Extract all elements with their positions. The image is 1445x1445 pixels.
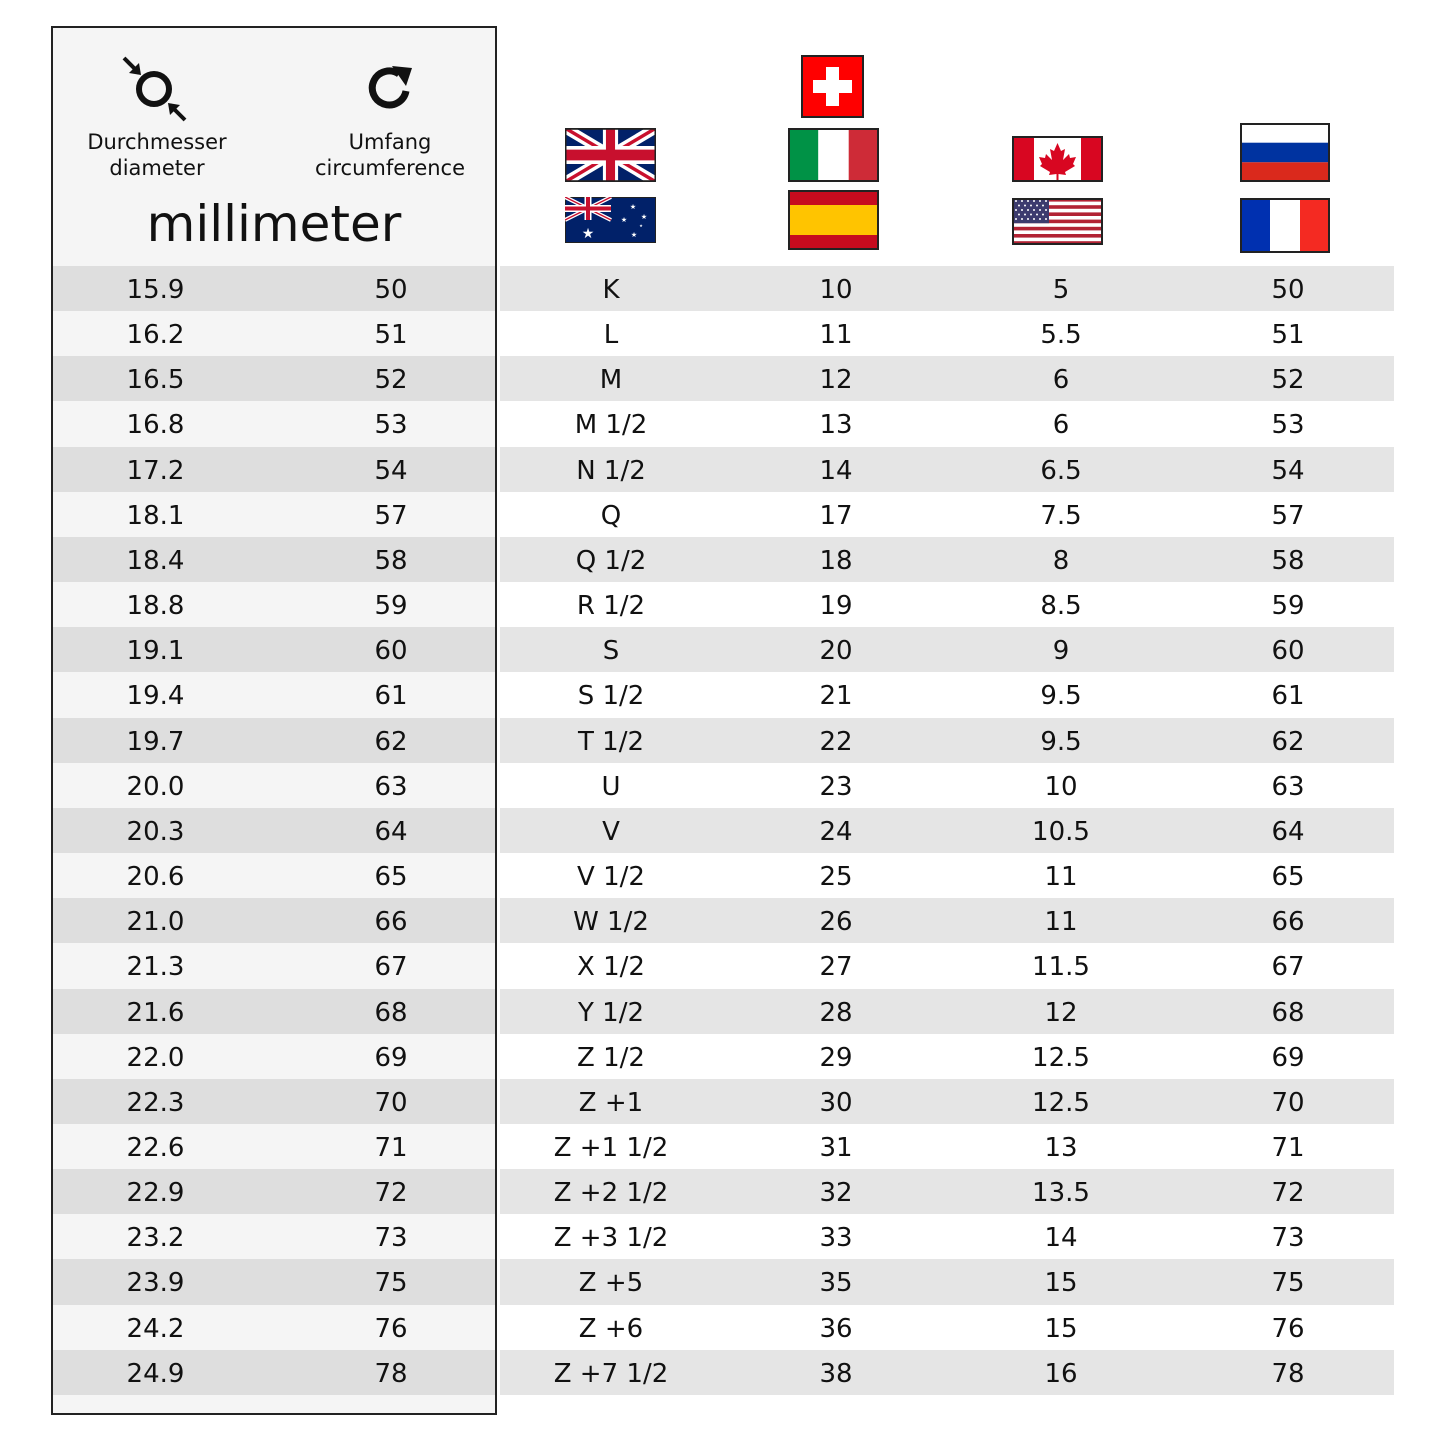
circumference-cell: 73 (374, 1223, 408, 1254)
diameter-cell: 20.3 (126, 816, 185, 847)
diameter-cell: 17.2 (126, 455, 185, 486)
ca-us-size-cell: 12 (1044, 997, 1078, 1028)
circumference-cell: 60 (374, 636, 408, 667)
circumference-cell: 53 (374, 410, 408, 441)
size-table (53, 266, 1394, 1395)
ch-it-es-size-cell: 29 (819, 1042, 853, 1073)
ru-fr-size-cell: 66 (1271, 907, 1305, 938)
circumference-label-de: Umfang (348, 130, 432, 154)
ca-us-size-cell: 10 (1044, 771, 1078, 802)
diameter-cell: 18.8 (126, 591, 185, 622)
ca-us-size-cell: 14 (1044, 1223, 1078, 1254)
ru-fr-size-cell: 75 (1271, 1268, 1305, 1299)
ch-it-es-size-cell: 27 (819, 952, 853, 983)
table-row (53, 1259, 1394, 1304)
ch-it-es-size-cell: 12 (819, 365, 853, 396)
ru-fr-size-cell: 53 (1271, 410, 1305, 441)
uk-au-size-cell: Z +2 1/2 (553, 1178, 669, 1209)
table-row (53, 356, 1394, 401)
table-row (53, 1350, 1394, 1395)
uk-au-size-cell: Y 1/2 (578, 997, 644, 1028)
diameter-cell: 16.8 (126, 410, 185, 441)
ca-us-size-cell: 8.5 (1040, 591, 1082, 622)
ch-it-es-size-cell: 24 (819, 816, 853, 847)
ru-fr-size-cell: 73 (1271, 1223, 1305, 1254)
ru-fr-size-cell: 61 (1271, 681, 1305, 712)
ca-us-size-cell: 6 (1052, 410, 1070, 441)
ru-fr-size-cell: 64 (1271, 816, 1305, 847)
table-row (53, 943, 1394, 988)
diameter-label-de: Durchmesser (87, 130, 227, 154)
uk-au-size-cell: U (601, 771, 621, 802)
ca-us-size-cell: 7.5 (1040, 500, 1082, 531)
diameter-cell: 21.6 (126, 997, 185, 1028)
table-row (53, 582, 1394, 627)
ru-fr-size-cell: 68 (1271, 997, 1305, 1028)
ca-us-size-cell: 15 (1044, 1313, 1078, 1344)
ru-fr-size-cell: 71 (1271, 1132, 1305, 1163)
ch-it-es-size-cell: 23 (819, 771, 853, 802)
circumference-cell: 51 (374, 320, 408, 351)
circumference-cell: 58 (374, 545, 408, 576)
circumference-cell: 68 (374, 997, 408, 1028)
circumference-cell: 70 (374, 1087, 408, 1118)
circumference-cell: 59 (374, 591, 408, 622)
table-row (53, 266, 1394, 311)
table-row (53, 627, 1394, 672)
ch-it-es-size-cell: 17 (819, 500, 853, 531)
uk-au-size-cell: K (602, 275, 620, 305)
uk-au-size-cell: Q 1/2 (575, 545, 647, 576)
table-row (53, 853, 1394, 898)
uk-au-size-cell: L (603, 320, 619, 351)
circumference-label-en: circumference (314, 156, 466, 180)
ru-fr-size-cell: 52 (1271, 365, 1305, 396)
table-row (53, 1124, 1394, 1169)
ca-us-size-cell: 15 (1044, 1268, 1078, 1299)
diameter-cell: 21.3 (126, 952, 185, 983)
diameter-cell: 22.9 (126, 1178, 185, 1209)
svg-text:★: ★ (640, 213, 648, 221)
table-row (53, 989, 1394, 1034)
ru-fr-size-cell: 51 (1271, 320, 1305, 351)
table-row (53, 1034, 1394, 1079)
ch-it-es-size-cell: 18 (819, 545, 853, 576)
diameter-cell: 16.5 (126, 365, 185, 396)
uk-au-size-cell: M (599, 365, 623, 396)
ch-it-es-size-cell: 28 (819, 997, 853, 1028)
diameter-cell: 22.6 (126, 1132, 185, 1163)
switzerland-flag (801, 55, 864, 118)
ca-us-size-cell: 11 (1044, 907, 1078, 938)
ca-us-size-cell: 16 (1044, 1358, 1078, 1389)
ch-it-es-size-cell: 21 (819, 681, 853, 712)
ch-it-es-size-cell: 14 (819, 455, 853, 486)
ca-us-size-cell: 11.5 (1032, 952, 1090, 983)
ca-us-size-cell: 5 (1052, 275, 1070, 305)
circumference-cell: 54 (374, 455, 408, 486)
ca-us-size-cell: 13 (1044, 1132, 1078, 1163)
ca-us-size-cell: 9.5 (1040, 726, 1082, 757)
diameter-cell: 15.9 (126, 275, 185, 305)
ca-us-size-cell: 6.5 (1040, 455, 1082, 486)
table-row (53, 1079, 1394, 1124)
circumference-cell: 75 (374, 1268, 408, 1299)
diameter-icon (118, 52, 192, 126)
svg-text:★: ★ (639, 223, 643, 228)
uk-au-size-cell: S 1/2 (577, 681, 645, 712)
usa-flag (1012, 198, 1103, 245)
uk-au-size-cell: W 1/2 (573, 907, 649, 938)
diameter-cell: 23.2 (126, 1223, 185, 1254)
circumference-cell: 65 (374, 862, 408, 893)
ch-it-es-size-cell: 35 (819, 1268, 853, 1299)
circumference-cell: 76 (374, 1313, 408, 1344)
svg-text:★: ★ (630, 231, 638, 239)
uk-au-size-cell: V 1/2 (577, 862, 645, 893)
diameter-cell: 19.7 (126, 726, 185, 757)
uk-flag (565, 128, 656, 182)
circumference-cell: 63 (374, 771, 408, 802)
diameter-cell: 23.9 (126, 1268, 185, 1299)
diameter-cell: 22.0 (126, 1042, 185, 1073)
ru-fr-size-cell: 76 (1271, 1313, 1305, 1344)
ca-us-size-cell: 5.5 (1040, 320, 1082, 351)
uk-au-size-cell: S (602, 636, 620, 667)
ca-us-size-cell: 11 (1044, 862, 1078, 893)
ru-fr-size-cell: 58 (1271, 545, 1305, 576)
ru-fr-size-cell: 69 (1271, 1042, 1305, 1073)
table-row (53, 401, 1394, 446)
diameter-label (60, 129, 254, 181)
table-row (53, 447, 1394, 492)
ch-it-es-size-cell: 32 (819, 1178, 853, 1209)
ca-us-size-cell: 6 (1052, 365, 1070, 396)
ch-it-es-size-cell: 22 (819, 726, 853, 757)
uk-au-size-cell: Z +1 1/2 (553, 1132, 669, 1163)
ch-it-es-size-cell: 20 (819, 636, 853, 667)
italy-flag (788, 128, 879, 182)
table-row (53, 898, 1394, 943)
diameter-cell: 18.1 (126, 500, 185, 531)
diameter-cell: 19.4 (126, 681, 185, 712)
uk-au-size-cell: Z 1/2 (577, 1042, 645, 1073)
circumference-cell: 71 (374, 1132, 408, 1163)
table-row (53, 672, 1394, 717)
diameter-cell: 20.0 (126, 771, 185, 802)
ru-fr-size-cell: 50 (1271, 275, 1305, 305)
table-row (53, 718, 1394, 763)
ca-us-size-cell: 9 (1052, 636, 1070, 667)
uk-au-size-cell: Z +3 1/2 (553, 1223, 669, 1254)
australia-flag (565, 197, 656, 243)
circumference-icon (362, 62, 416, 116)
ru-fr-size-cell: 63 (1271, 771, 1305, 802)
ru-fr-size-cell: 54 (1271, 455, 1305, 486)
diameter-cell: 22.3 (126, 1087, 185, 1118)
table-row (53, 808, 1394, 853)
ch-it-es-size-cell: 11 (819, 320, 853, 351)
ca-us-size-cell: 8 (1052, 545, 1070, 576)
diameter-cell: 24.9 (126, 1358, 185, 1389)
ca-us-size-cell: 13.5 (1032, 1178, 1090, 1209)
ru-fr-size-cell: 62 (1271, 726, 1305, 757)
circumference-cell: 72 (374, 1178, 408, 1209)
uk-au-size-cell: N 1/2 (576, 455, 646, 486)
diameter-cell: 20.6 (126, 862, 185, 893)
uk-au-size-cell: T 1/2 (578, 726, 644, 757)
circumference-cell: 78 (374, 1358, 408, 1389)
svg-text:★: ★ (620, 216, 628, 224)
ru-fr-size-cell: 78 (1271, 1358, 1305, 1389)
table-row (53, 537, 1394, 582)
ch-it-es-size-cell: 26 (819, 907, 853, 938)
circumference-cell: 61 (374, 681, 408, 712)
circumference-cell: 62 (374, 726, 408, 757)
diameter-cell: 21.0 (126, 907, 185, 938)
svg-text:★: ★ (581, 226, 595, 242)
uk-au-size-cell: R 1/2 (576, 591, 646, 622)
ru-fr-size-cell: 72 (1271, 1178, 1305, 1209)
ca-us-size-cell: 9.5 (1040, 681, 1082, 712)
diameter-cell: 19.1 (126, 636, 185, 667)
ch-it-es-size-cell: 31 (819, 1132, 853, 1163)
uk-au-size-cell: Z +1 (578, 1087, 644, 1118)
circumference-cell: 52 (374, 365, 408, 396)
uk-au-size-cell: M 1/2 (574, 410, 648, 441)
ch-it-es-size-cell: 25 (819, 862, 853, 893)
svg-text:★: ★ (629, 203, 637, 211)
unit-label: millimeter (146, 195, 402, 253)
circumference-cell: 50 (374, 275, 408, 305)
diameter-cell: 24.2 (126, 1313, 185, 1344)
ru-fr-size-cell: 67 (1271, 952, 1305, 983)
table-row (53, 492, 1394, 537)
ch-it-es-size-cell: 33 (819, 1223, 853, 1254)
circumference-cell: 64 (374, 816, 408, 847)
ca-us-size-cell: 10.5 (1032, 816, 1090, 847)
circumference-cell: 67 (374, 952, 408, 983)
canada-flag (1012, 136, 1103, 182)
uk-au-size-cell: Z +6 (578, 1313, 644, 1344)
circumference-label (290, 129, 490, 181)
ch-it-es-size-cell: 19 (819, 591, 853, 622)
ch-it-es-size-cell: 10 (819, 275, 853, 305)
table-row (53, 1305, 1394, 1350)
ch-it-es-size-cell: 30 (819, 1087, 853, 1118)
ru-fr-size-cell: 57 (1271, 500, 1305, 531)
ca-us-size-cell: 12.5 (1032, 1087, 1090, 1118)
russia-flag (1240, 123, 1330, 182)
uk-au-size-cell: Z +5 (578, 1268, 644, 1299)
uk-au-size-cell: Z +7 1/2 (553, 1358, 669, 1389)
table-row (53, 311, 1394, 356)
table-row (53, 763, 1394, 808)
ru-fr-size-cell: 60 (1271, 636, 1305, 667)
circumference-cell: 69 (374, 1042, 408, 1073)
circumference-cell: 57 (374, 500, 408, 531)
ru-fr-size-cell: 70 (1271, 1087, 1305, 1118)
ru-fr-size-cell: 59 (1271, 591, 1305, 622)
uk-au-size-cell: X 1/2 (577, 952, 645, 983)
ch-it-es-size-cell: 36 (819, 1313, 853, 1344)
table-row (53, 1169, 1394, 1214)
ru-fr-size-cell: 65 (1271, 862, 1305, 893)
uk-au-size-cell: V (602, 816, 620, 847)
circumference-cell: 66 (374, 907, 408, 938)
france-flag (1240, 198, 1330, 253)
table-row (53, 1214, 1394, 1259)
ch-it-es-size-cell: 13 (819, 410, 853, 441)
ca-us-size-cell: 12.5 (1032, 1042, 1090, 1073)
diameter-cell: 16.2 (126, 320, 185, 351)
ch-it-es-size-cell: 38 (819, 1358, 853, 1389)
diameter-label-en: diameter (109, 156, 205, 180)
uk-au-size-cell: Q (600, 500, 622, 531)
diameter-cell: 18.4 (126, 545, 185, 576)
spain-flag (788, 190, 879, 250)
